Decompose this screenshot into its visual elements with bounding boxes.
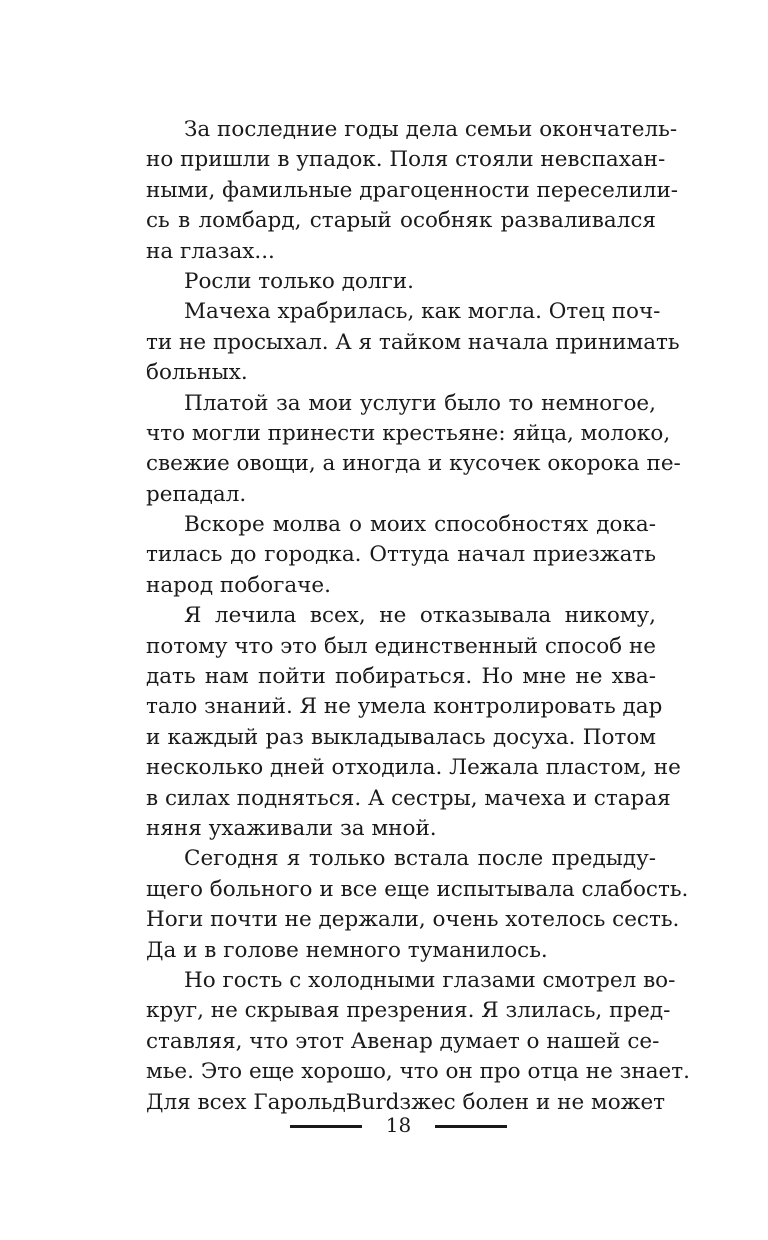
text-line: свежие овощи, а иногда и кусочек окорока пе- [146, 451, 681, 477]
footer-rule-right [435, 1125, 507, 1128]
text-line: несколько дней отходила. Лежала пластом, не [146, 755, 681, 781]
text-line: тилась до городка. Оттуда начал приезжать [146, 542, 656, 568]
text-line: репадал. [146, 481, 247, 507]
text-line: что могли принести крестьяне: яйца, молоко, [146, 420, 671, 446]
text-line: Для всех ГарольдBurdзжес болен и не может [146, 1089, 666, 1115]
footer-rule-left [290, 1125, 362, 1128]
text-line: сь в ломбард, старый особняк разваливался [146, 208, 656, 234]
text-line: щего больного и все еще испытывала слабость. [146, 876, 689, 902]
text-line: в силах подняться. А сестры, мачеха и старая [146, 785, 671, 811]
text-line: Платой за мои услуги было то немногое, [184, 390, 656, 416]
text-line: мье. Это еще хорошо, что он про отца не знает. [146, 1059, 690, 1085]
text-line: на глазах... [146, 238, 275, 264]
text-line: За последние годы дела семьи окончатель- [184, 117, 678, 142]
text-line: и каждый раз выкладывалась досуха. Потом [146, 724, 656, 750]
text-line: ставляя, что этот Авенар думает о нашей се- [146, 1028, 660, 1054]
text-line: дать нам пойти побираться. Но мне не хва- [146, 664, 656, 690]
text-line: Росли только долги. [184, 268, 414, 294]
text-line: Вскоре молва о моих способностях дока- [184, 512, 656, 538]
text-line: Да и в голове немного туманилось. [146, 937, 548, 963]
text-line: народ побогаче. [146, 572, 331, 598]
page-footer [0, 1108, 768, 1144]
text-line: больных. [146, 360, 248, 386]
text-line: Ноги почти не держали, очень хотелось сесть. [146, 907, 680, 933]
text-line: тало знаний. Я не умела контролировать дар [146, 694, 663, 720]
text-line: Но гость с холодными глазами смотрел во- [184, 967, 676, 993]
text-line: ти не просыхал. А я тайком начала принимать [146, 329, 680, 355]
text-line: Сегодня я только встала после предыду- [184, 846, 656, 872]
text-line: Мачеха храбрилась, как могла. Отец поч- [184, 299, 661, 325]
text-line: но пришли в упадок. Поля стояли невспахан- [146, 147, 666, 173]
page-number: 18 [385, 1113, 412, 1137]
text-line: Я лечила всех, не отказывала никому, [184, 603, 656, 629]
text-line: ными, фамильные драгоценности переселили- [146, 177, 679, 203]
text-line: няня ухаживали за мной. [146, 815, 437, 841]
text-line: потому что это был единственный способ не [146, 633, 656, 659]
text-line: круг, не скрывая презрения. Я злилась, пред- [146, 998, 671, 1024]
body-text [146, 115, 690, 1118]
